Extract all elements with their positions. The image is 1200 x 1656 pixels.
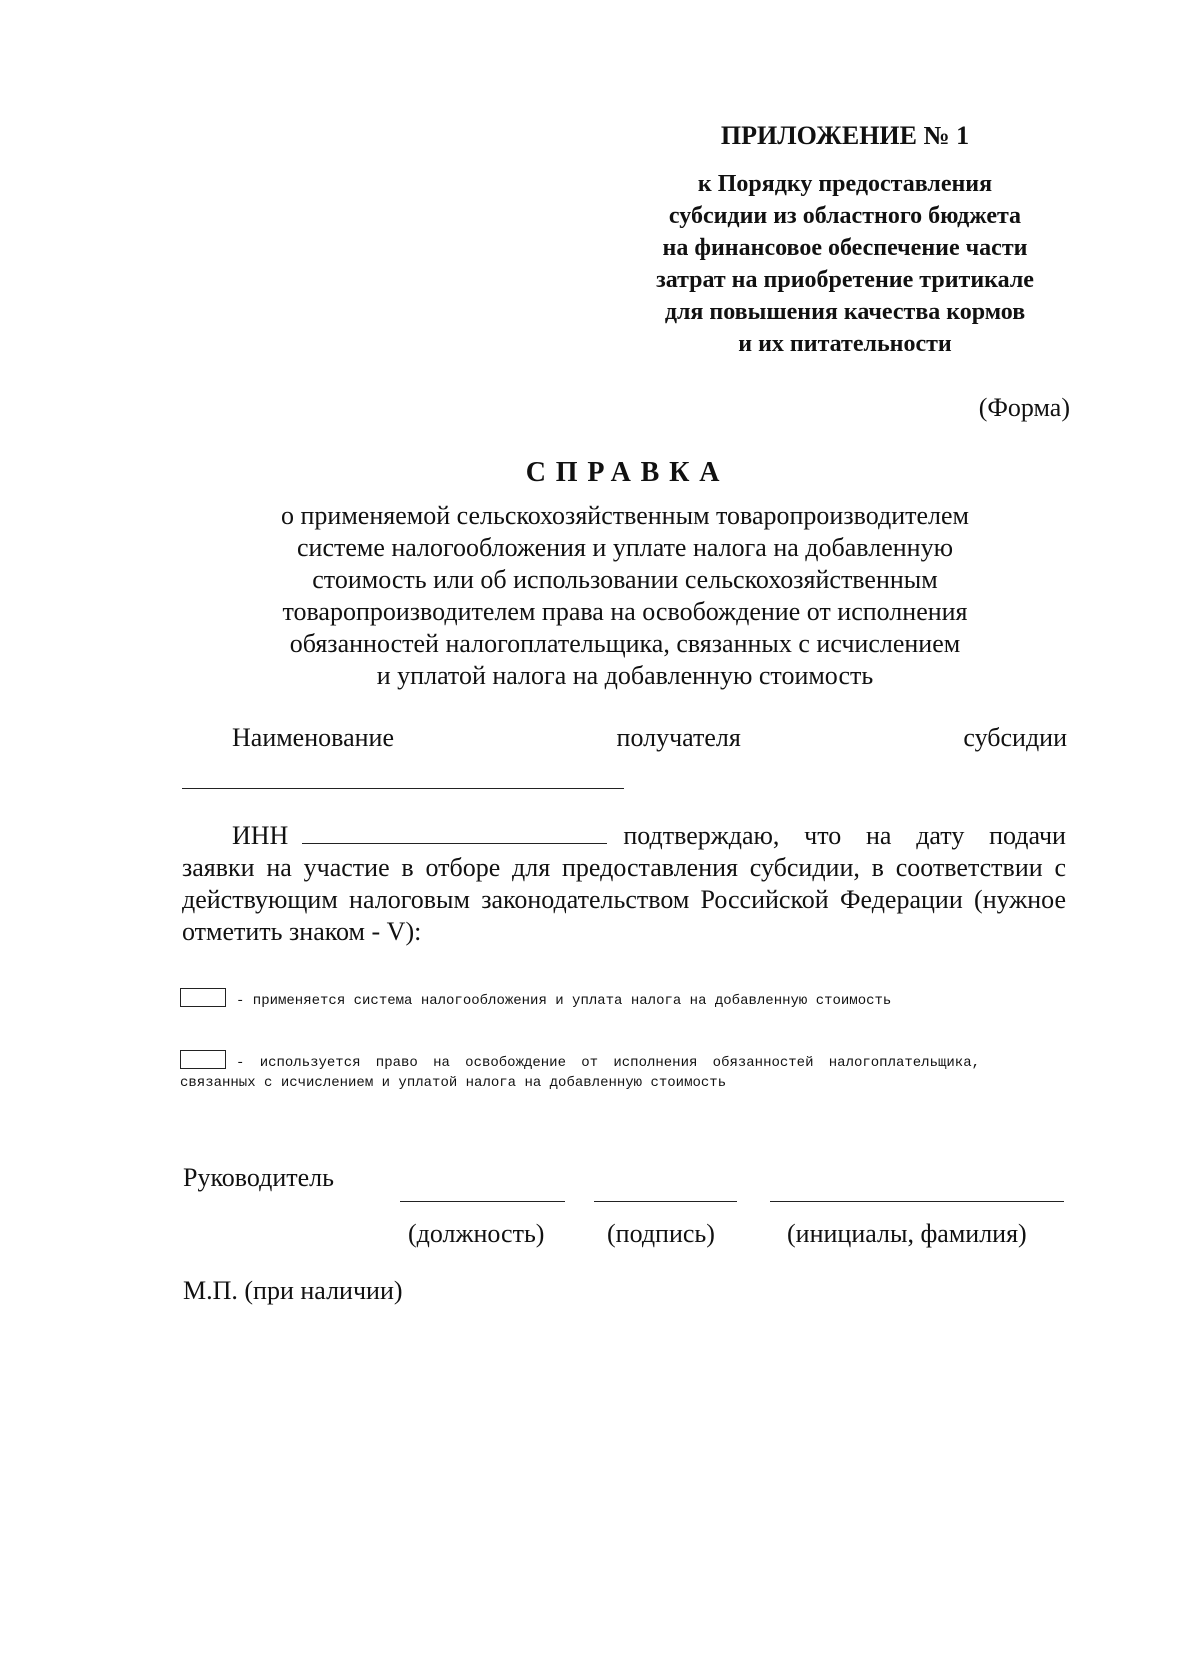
- annex-line: для повышения качества кормов: [664, 299, 1026, 325]
- annex-description: [600, 168, 1090, 360]
- signature-field[interactable]: [594, 1201, 737, 1202]
- annex-line: и их питательности: [738, 331, 952, 357]
- document-subtitle: [220, 500, 1030, 692]
- inn-word: на: [866, 821, 892, 850]
- subtitle-line: стоимость или об использовании сельскохозяйственным: [312, 565, 938, 594]
- subtitle-line: товаропроизводителем права на освобождение от исполнения: [282, 597, 968, 626]
- inn-word: подтверждаю,: [623, 821, 780, 850]
- annex-line: затрат на приобретение тритикале: [656, 267, 1034, 293]
- inn-word: что: [804, 821, 842, 850]
- stamp-label: М.П. (при наличии): [183, 1276, 403, 1305]
- inn-continuation: заявки на участие в отборе для предоставления субсидии, в соответствии с действующим налоговым законодательством Российской Федерации (нужное отметить знаком - V):: [182, 853, 1066, 946]
- signature-caption: (подпись): [607, 1219, 715, 1248]
- option-checkbox[interactable]: [180, 988, 226, 1007]
- recipient-word: получателя: [616, 723, 741, 752]
- option-vat-exemption: [180, 1050, 980, 1093]
- recipient-name-label: [232, 722, 1067, 754]
- inn-word: дату: [916, 821, 965, 850]
- name-caption: (инициалы, фамилия): [787, 1219, 1027, 1248]
- annex-line: на финансовое обеспечение части: [662, 235, 1028, 261]
- inn-paragraph: [182, 820, 1066, 948]
- form-label: (Форма): [978, 393, 1070, 422]
- inn-word: подачи: [989, 821, 1066, 850]
- option-checkbox[interactable]: [180, 1050, 226, 1069]
- recipient-name-field[interactable]: [182, 788, 624, 789]
- inn-first-line: [182, 820, 1066, 852]
- position-caption: (должность): [408, 1219, 545, 1248]
- option-text: - применяется система налогообложения и уплата налога на добавленную стоимость: [236, 993, 892, 1009]
- subtitle-line: обязанностей налогоплательщика, связанных с исчислением: [289, 629, 961, 658]
- recipient-word: Наименование: [232, 723, 394, 752]
- subtitle-line: и уплатой налога на добавленную стоимость: [376, 661, 874, 690]
- option-tax-system: [180, 988, 980, 1011]
- subtitle-line: системе налогообложения и уплате налога на добавленную: [296, 533, 953, 562]
- document-title: СПРАВКА: [525, 457, 730, 488]
- annex-line: субсидии из областного бюджета: [668, 203, 1022, 229]
- inn-label: ИНН: [232, 821, 289, 850]
- inn-field[interactable]: [302, 821, 607, 844]
- option-text: - используется право на освобождение от исполнения обязанностей налогоплательщика, связанных с исчислением и уплатой налога на добавленную стоимость: [180, 1055, 980, 1091]
- head-label: Руководитель: [183, 1163, 334, 1192]
- recipient-word: субсидии: [963, 723, 1067, 752]
- inn-first-line-text: [623, 820, 1066, 852]
- annex-title: ПРИЛОЖЕНИЕ № 1: [720, 121, 970, 150]
- annex-header: [600, 118, 1090, 360]
- subtitle-line: о применяемой сельскохозяйственным товаропроизводителем: [281, 501, 969, 530]
- position-field[interactable]: [400, 1201, 565, 1202]
- annex-line: к Порядку предоставления: [697, 171, 993, 197]
- name-field[interactable]: [770, 1201, 1064, 1202]
